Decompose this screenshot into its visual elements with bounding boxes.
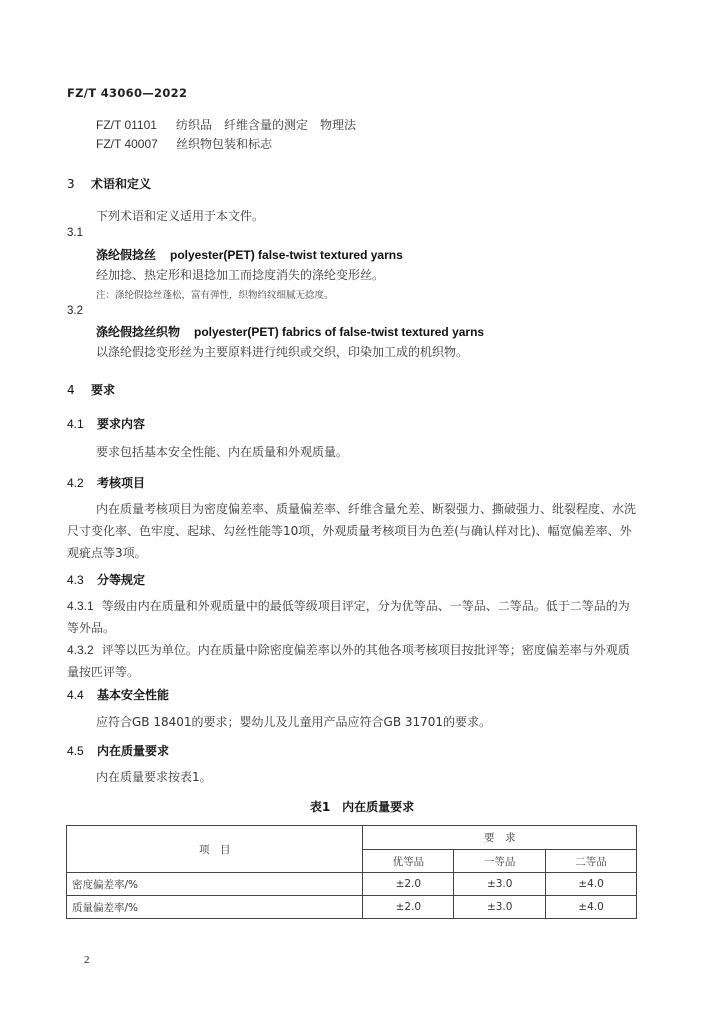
reference-code: FZ/T 40007 (96, 137, 158, 151)
clause-text: 等级由内在质量和外观质量中的最低等级项目评定，分为优等品、一等品、二等品。低于二等品的为等外品。 (67, 599, 630, 635)
subsection-number: 4.4 (67, 688, 84, 702)
subsection-number: 4.5 (67, 744, 84, 758)
clause-text: 评等以匹为单位。内在质量中除密度偏差率以外的其他各项考核项目按批评等；密度偏差率与外观质量按匹评等。 (67, 643, 630, 679)
term-chinese: 涤纶假捻丝 (96, 248, 157, 262)
subsection-heading (67, 686, 169, 703)
table-header-grade: 二等品 (546, 850, 637, 873)
term-definition: 经加捻、热定形和退捻加工而捻度消失的涤纶变形丝。 (96, 268, 385, 282)
table-cell-value: ±4.0 (546, 896, 637, 919)
section-4-heading (67, 381, 115, 398)
section-3-heading (67, 175, 151, 192)
term-number: 3.1 (67, 227, 83, 239)
section-title: 术语和定义 (91, 177, 152, 191)
term-definition: 以涤纶假捻变形丝为主要原料进行纯织或交织，印染加工成的机织物。 (96, 345, 469, 359)
section-3-intro: 下列术语和定义适用于本文件。 (96, 209, 265, 223)
clause-number: 4.3.2 (67, 643, 94, 657)
section-title: 要求 (91, 383, 116, 397)
term-note: 注：涤纶假捻丝蓬松，富有弹性，织物绉纹细腻无捻度。 (96, 290, 334, 301)
term-english: polyester(PET) fabrics of false-twist textured yarns (194, 325, 485, 339)
subsection-number: 4.3 (67, 573, 84, 587)
subsection-heading (67, 474, 145, 491)
table-cell-item: 质量偏差率/% (67, 896, 363, 919)
subsection-title: 分等规定 (97, 573, 146, 587)
subsection-title: 考核项目 (97, 476, 146, 490)
reference-title: 丝织物包装和标志 (176, 137, 273, 151)
table-label: 表1 (309, 800, 331, 814)
table-caption (0, 798, 724, 815)
subsection-heading (67, 571, 145, 588)
clause-paragraph (67, 639, 639, 683)
reference-item (96, 135, 272, 152)
standard-code-header: FZ/T 43060—2022 (67, 86, 188, 100)
term-number: 3.2 (67, 305, 83, 317)
term-heading (96, 323, 484, 340)
clause-number: 4.3.1 (67, 599, 94, 613)
table-header-item: 项 目 (67, 826, 363, 873)
reference-title: 纺织品 纤维含量的测定 物理法 (176, 118, 357, 132)
subsection-paragraph: 内在质量考核项目为密度偏差率、质量偏差率、纤维含量允差、断裂强力、撕破强力、纰裂程度、水洗尺寸变化率、色牢度、起球、勾丝性能等10项，外观质量考核项目为色差(与确认样对比)、幅宽偏差率、外观疵点等3项。 (67, 502, 637, 560)
section-number: 3 (67, 177, 75, 191)
table-title: 内在质量要求 (342, 800, 415, 814)
section-number: 4 (67, 383, 75, 397)
term-english: polyester(PET) false-twist textured yarns (170, 248, 403, 262)
table-cell-value: ±4.0 (546, 873, 637, 896)
subsection-text: 内在质量要求按表1。 (96, 770, 212, 784)
reference-code: FZ/T 01101 (96, 118, 157, 132)
page-number: 2 (84, 954, 90, 966)
table-cell-value: ±2.0 (363, 873, 454, 896)
quality-requirements-table (66, 825, 637, 919)
subsection-title: 内在质量要求 (97, 744, 170, 758)
term-chinese: 涤纶假捻丝织物 (96, 325, 181, 339)
table-cell-value: ±2.0 (363, 896, 454, 919)
subsection-title: 基本安全性能 (97, 688, 170, 702)
clause-paragraph (67, 595, 639, 639)
subsection-text: 要求包括基本安全性能、内在质量和外观质量。 (96, 445, 349, 459)
table-header-requirements: 要 求 (363, 826, 637, 850)
table-cell-value: ±3.0 (454, 873, 546, 896)
subsection-text: 应符合GB 18401的要求；婴幼儿及儿童用产品应符合GB 31701的要求。 (96, 715, 492, 729)
table-row (67, 873, 637, 896)
table-cell-item: 密度偏差率/% (67, 873, 363, 896)
subsection-heading (67, 742, 169, 759)
table-cell-value: ±3.0 (454, 896, 546, 919)
reference-item (96, 116, 356, 133)
table-header-grade: 一等品 (454, 850, 546, 873)
subsection-heading (67, 415, 145, 432)
subsection-title: 要求内容 (97, 417, 146, 431)
subsection-number: 4.2 (67, 476, 84, 490)
term-heading (96, 246, 403, 263)
subsection-number: 4.1 (67, 417, 84, 431)
table-header-grade: 优等品 (363, 850, 454, 873)
table-row (67, 896, 637, 919)
